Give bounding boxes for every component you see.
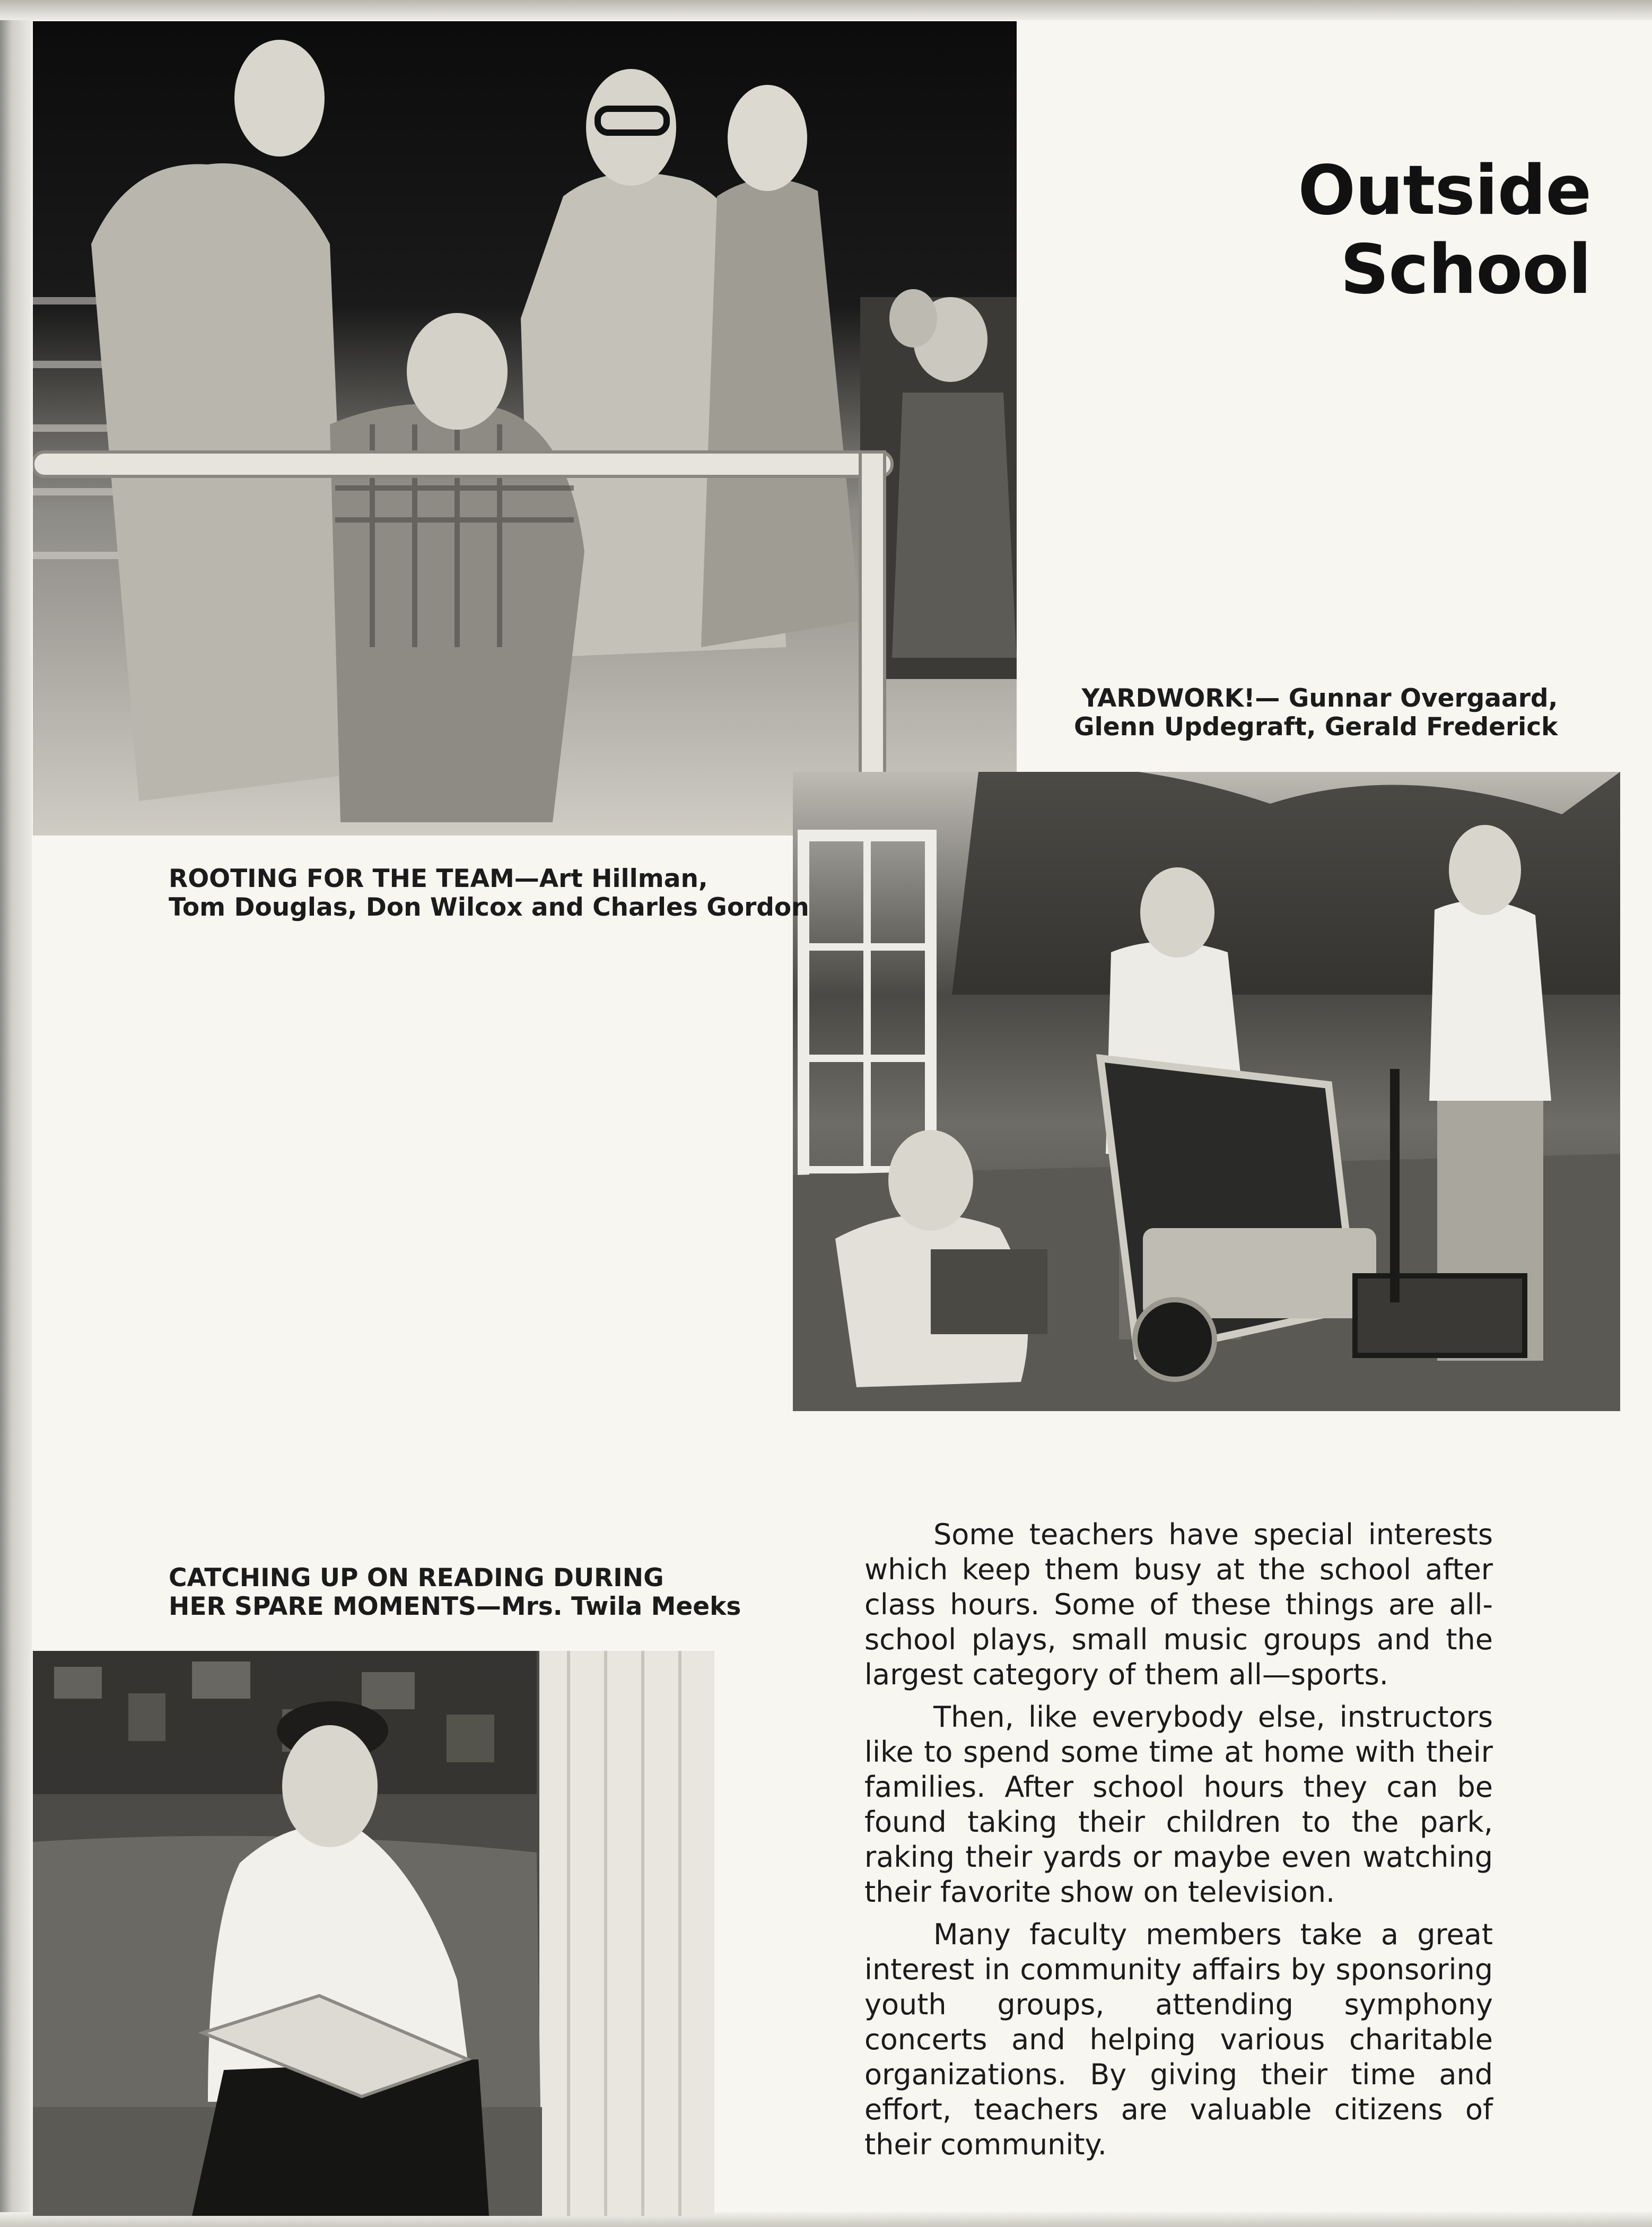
photo-rooting-for-the-team [33, 21, 1017, 836]
article-body [864, 1517, 1493, 2170]
photo-catching-up-on-reading [33, 1651, 714, 2216]
page-binding-edge [0, 0, 32, 2227]
caption-yardwork [1074, 684, 1558, 742]
caption-reading [169, 1564, 741, 1621]
article-paragraph-2: Then, like everybody else, instructors like to spend some time at home with their families. After school hours they can be found taking their children to the park, raking their yards or maybe even watching their favorite show on television. [864, 1700, 1493, 1909]
caption-rooting-line-1: ROOTING FOR THE TEAM—Art Hillman, [169, 864, 708, 893]
caption-yardwork-line-2: Glenn Updegraft, Gerald Frederick [1074, 712, 1558, 742]
caption-rooting [169, 865, 809, 922]
article-paragraph-3: Many faculty members take a great interest in community affairs by sponsoring youth groups, attending symphony concerts and helping various charitable organizations. By giving their time and effort, teachers are valuable citizens of their community. [864, 1918, 1493, 2161]
photo-yardwork [793, 772, 1620, 1411]
page-top-edge [0, 0, 1652, 20]
article-paragraph-1: Some teachers have special interests which keep them busy at the school after class hours. Some of these things are all-school plays, small music groups and the largest category of them all—sports. [864, 1518, 1493, 1691]
caption-rooting-line-2: Tom Douglas, Don Wilcox and Charles Gordon [169, 893, 809, 922]
caption-reading-line-2: HER SPARE MOMENTS—Mrs. Twila Meeks [169, 1592, 741, 1621]
page-title: Outside School [1298, 151, 1591, 309]
caption-yardwork-line-1: YARDWORK!— Gunnar Overgaard, [1081, 684, 1558, 713]
caption-reading-line-1: CATCHING UP ON READING DURING [169, 1563, 664, 1593]
